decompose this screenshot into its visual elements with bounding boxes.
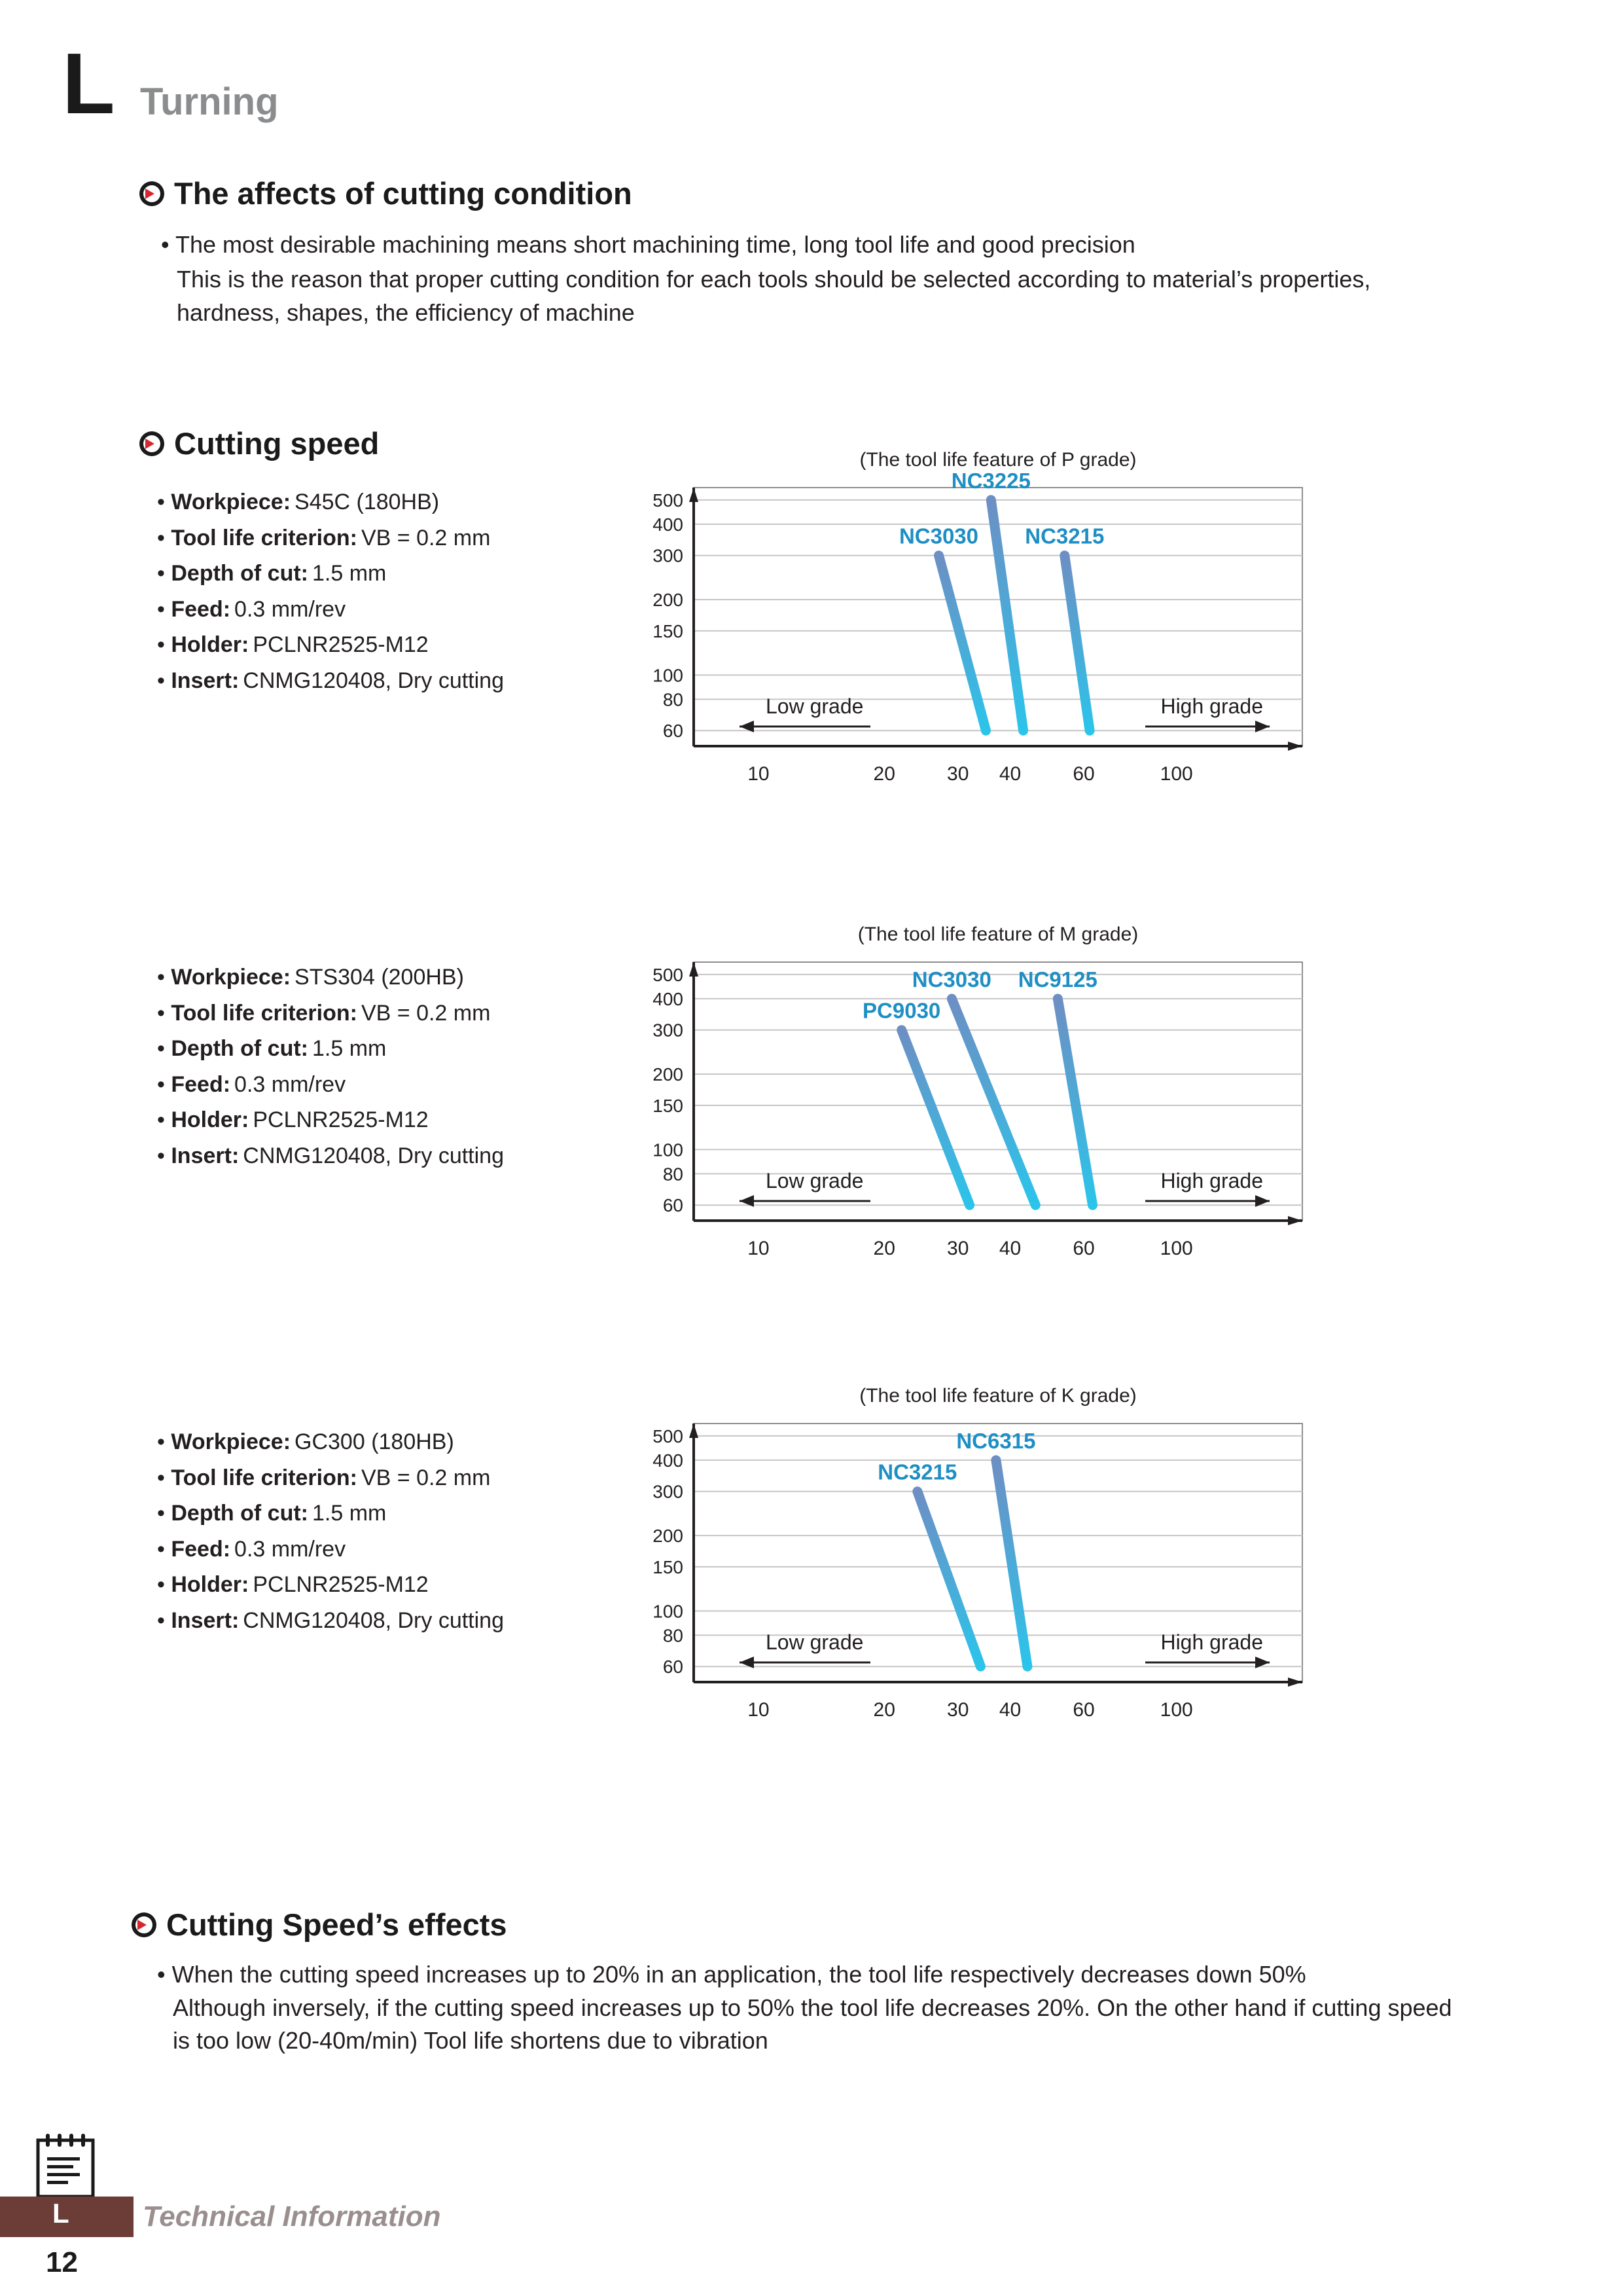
- high-grade-label: High grade: [1160, 694, 1263, 718]
- y-axis-arrowhead: [689, 488, 698, 502]
- high-grade-label: High grade: [1160, 1169, 1263, 1193]
- series-label: NC3215: [1025, 524, 1105, 548]
- series-label: NC3215: [878, 1460, 957, 1484]
- y-tick-label: 150: [652, 1556, 683, 1577]
- y-tick-label: 300: [652, 1481, 683, 1502]
- high-grade-label: High grade: [1160, 1630, 1263, 1654]
- condition-value: STS304 (200HB): [294, 965, 464, 990]
- series-label: PC9030: [863, 998, 941, 1023]
- x-axis-arrowhead: [1288, 742, 1302, 751]
- condition-key: Feed:: [171, 1071, 231, 1097]
- condition-key: Holder:: [171, 1107, 249, 1132]
- series-label: NC3030: [912, 967, 991, 992]
- series-label: NC9125: [1018, 967, 1097, 992]
- y-tick-label: 500: [652, 964, 683, 985]
- x-tick-label: 10: [747, 763, 770, 785]
- x-tick-label: 40: [999, 1238, 1022, 1259]
- chapter-letter: L: [62, 35, 115, 132]
- x-tick-label: 60: [1073, 763, 1095, 785]
- y-tick-label: 500: [652, 490, 683, 511]
- series-label: NC3030: [899, 524, 979, 548]
- condition-value: 1.5 mm: [312, 1501, 387, 1526]
- x-tick-label: 60: [1073, 1699, 1095, 1721]
- paragraph-line: This is the reason that proper cutting condition for each tools should be selected according to material’s properties,: [177, 266, 1371, 293]
- paragraph-line: • The most desirable machining means short machining time, long tool life and good precision: [161, 231, 1135, 258]
- y-tick-label: 100: [652, 665, 683, 686]
- y-tick-label: 400: [652, 988, 683, 1009]
- x-tick-label: 100: [1160, 1699, 1193, 1721]
- condition-item: • Feed: 0.3 mm/rev: [157, 596, 346, 622]
- condition-value: 0.3 mm/rev: [234, 1536, 346, 1562]
- condition-value: 1.5 mm: [312, 561, 387, 586]
- y-tick-label: 400: [652, 1450, 683, 1471]
- x-tick-label: 40: [999, 1699, 1022, 1721]
- condition-value: VB = 0.2 mm: [361, 1000, 491, 1026]
- low-grade-label: Low grade: [766, 1630, 864, 1654]
- condition-value: CNMG120408, Dry cutting: [243, 1143, 505, 1168]
- condition-key: Insert:: [171, 1607, 240, 1633]
- section-bullet-icon: [131, 1912, 157, 1938]
- condition-key: Tool life criterion:: [171, 1000, 357, 1026]
- chart-title: (The tool life feature of M grade): [857, 924, 1139, 945]
- x-axis-arrowhead: [1288, 1216, 1302, 1225]
- x-tick-label: 20: [873, 1699, 895, 1721]
- section-title: Cutting Speed’s effects: [166, 1907, 507, 1942]
- tool-life-chart-k-grade: [628, 1381, 1335, 1721]
- y-tick-label: 200: [652, 1064, 683, 1085]
- x-tick-label: 20: [873, 1238, 895, 1259]
- x-tick-label: 40: [999, 763, 1022, 785]
- section-title: The affects of cutting condition: [174, 176, 632, 211]
- paragraph-line: is too low (20-40m/min) Tool life shortens due to vibration: [173, 2027, 768, 2054]
- condition-key: Feed:: [171, 1536, 231, 1562]
- tool-life-chart-p-grade: [628, 445, 1335, 785]
- condition-key: Workpiece:: [171, 965, 291, 990]
- x-tick-label: 60: [1073, 1238, 1095, 1259]
- condition-value: CNMG120408, Dry cutting: [243, 668, 505, 693]
- condition-item: • Tool life criterion: VB = 0.2 mm: [157, 1000, 491, 1026]
- footer-label: Technical Information: [143, 2200, 441, 2233]
- y-tick-label: 150: [652, 1095, 683, 1116]
- condition-item: • Workpiece: GC300 (180HB): [157, 1429, 454, 1454]
- condition-value: GC300 (180HB): [294, 1429, 454, 1454]
- x-axis-arrowhead: [1288, 1677, 1302, 1687]
- condition-key: Insert:: [171, 668, 240, 693]
- y-tick-label: 100: [652, 1601, 683, 1622]
- condition-item: • Feed: 0.3 mm/rev: [157, 1071, 346, 1097]
- y-tick-label: 80: [662, 1164, 683, 1185]
- condition-value: VB = 0.2 mm: [361, 1465, 491, 1490]
- y-tick-label: 100: [652, 1139, 683, 1160]
- conditions-list-m-grade: [157, 960, 504, 1174]
- series-label: NC3225: [951, 468, 1031, 493]
- y-tick-label: 80: [662, 1625, 683, 1646]
- tool-life-chart-m-grade: [628, 920, 1335, 1260]
- condition-item: • Feed: 0.3 mm/rev: [157, 1536, 346, 1562]
- paragraph-line: • When the cutting speed increases up to 20% in an application, the tool life respectively decreases down 50%: [157, 1961, 1306, 1988]
- condition-value: 0.3 mm/rev: [234, 596, 346, 622]
- y-tick-label: 80: [662, 689, 683, 710]
- y-tick-label: 400: [652, 514, 683, 535]
- condition-item: • Holder: PCLNR2525-M12: [157, 632, 429, 657]
- chart-title: (The tool life feature of P grade): [859, 449, 1137, 471]
- y-tick-label: 300: [652, 1020, 683, 1041]
- condition-key: Feed:: [171, 596, 231, 622]
- condition-item: • Insert: CNMG120408, Dry cutting: [157, 1607, 505, 1633]
- y-tick-label: 60: [662, 1657, 683, 1677]
- series-line: [902, 1030, 970, 1205]
- conditions-list-p-grade: [157, 484, 504, 698]
- x-tick-label: 30: [947, 1238, 969, 1259]
- condition-key: Depth of cut:: [171, 1036, 308, 1061]
- x-tick-label: 100: [1160, 1238, 1193, 1259]
- condition-value: PCLNR2525-M12: [253, 1107, 429, 1132]
- condition-key: Workpiece:: [171, 1429, 291, 1454]
- y-axis-arrowhead: [689, 1424, 698, 1438]
- y-tick-label: 300: [652, 545, 683, 566]
- footer-chapter-letter: L: [52, 2198, 69, 2229]
- page-number: 12: [46, 2246, 78, 2278]
- y-tick-label: 150: [652, 620, 683, 641]
- condition-item: • Workpiece: STS304 (200HB): [157, 965, 464, 990]
- conditions-list-k-grade: [157, 1424, 504, 1638]
- section-bullet-icon: [139, 181, 165, 207]
- condition-item: • Workpiece: S45C (180HB): [157, 490, 440, 514]
- section-heading-cutting-speed: [139, 425, 379, 461]
- section-title: Cutting speed: [174, 426, 380, 461]
- low-grade-label: Low grade: [766, 1169, 864, 1193]
- paragraph-line: Although inversely, if the cutting speed increases up to 50% the tool life decreases 20%. On the other hand if cutting speed: [173, 1994, 1452, 2021]
- condition-value: VB = 0.2 mm: [361, 525, 491, 550]
- section-heading-cutting-speed-effects: [131, 1907, 507, 1943]
- condition-item: • Tool life criterion: VB = 0.2 mm: [157, 525, 491, 550]
- chart-title: (The tool life feature of K grade): [859, 1385, 1137, 1407]
- x-tick-label: 10: [747, 1699, 770, 1721]
- condition-item: • Tool life criterion: VB = 0.2 mm: [157, 1465, 491, 1490]
- section-bullet-icon: [139, 431, 165, 457]
- section-heading-cutting-condition: [139, 175, 632, 211]
- condition-key: Tool life criterion:: [171, 525, 357, 550]
- condition-key: Depth of cut:: [171, 561, 308, 586]
- condition-item: • Insert: CNMG120408, Dry cutting: [157, 1143, 505, 1168]
- low-grade-label: Low grade: [766, 694, 864, 718]
- condition-item: • Depth of cut: 1.5 mm: [157, 561, 387, 586]
- y-tick-label: 200: [652, 1526, 683, 1547]
- condition-key: Tool life criterion:: [171, 1465, 357, 1490]
- condition-key: Insert:: [171, 1143, 240, 1168]
- y-tick-label: 200: [652, 590, 683, 611]
- condition-item: • Holder: PCLNR2525-M12: [157, 1107, 429, 1132]
- y-tick-label: 500: [652, 1426, 683, 1446]
- condition-value: PCLNR2525-M12: [253, 632, 429, 657]
- series-line: [1065, 556, 1090, 730]
- condition-item: • Depth of cut: 1.5 mm: [157, 1036, 387, 1061]
- condition-key: Holder:: [171, 632, 249, 657]
- condition-value: CNMG120408, Dry cutting: [243, 1607, 505, 1633]
- condition-key: Depth of cut:: [171, 1501, 308, 1526]
- series-line: [991, 500, 1023, 730]
- condition-item: • Insert: CNMG120408, Dry cutting: [157, 668, 505, 693]
- condition-value: 0.3 mm/rev: [234, 1071, 346, 1097]
- series-line: [918, 1492, 981, 1666]
- y-tick-label: 60: [662, 1195, 683, 1216]
- x-tick-label: 20: [873, 763, 895, 785]
- y-axis-arrowhead: [689, 962, 698, 977]
- series-line: [938, 556, 986, 730]
- condition-item: • Holder: PCLNR2525-M12: [157, 1572, 429, 1597]
- x-tick-label: 30: [947, 1699, 969, 1721]
- chapter-title: Turning: [140, 81, 279, 123]
- x-tick-label: 30: [947, 763, 969, 785]
- condition-value: S45C (180HB): [294, 490, 440, 514]
- notebook-icon: [34, 2131, 97, 2199]
- series-label: NC6315: [956, 1428, 1036, 1453]
- condition-value: 1.5 mm: [312, 1036, 387, 1061]
- y-tick-label: 60: [662, 721, 683, 742]
- x-tick-label: 10: [747, 1238, 770, 1259]
- condition-value: PCLNR2525-M12: [253, 1572, 429, 1597]
- x-tick-label: 100: [1160, 763, 1193, 785]
- condition-item: • Depth of cut: 1.5 mm: [157, 1501, 387, 1526]
- condition-key: Holder:: [171, 1572, 249, 1597]
- paragraph-line: hardness, shapes, the efficiency of machine: [177, 299, 635, 326]
- condition-key: Workpiece:: [171, 490, 291, 514]
